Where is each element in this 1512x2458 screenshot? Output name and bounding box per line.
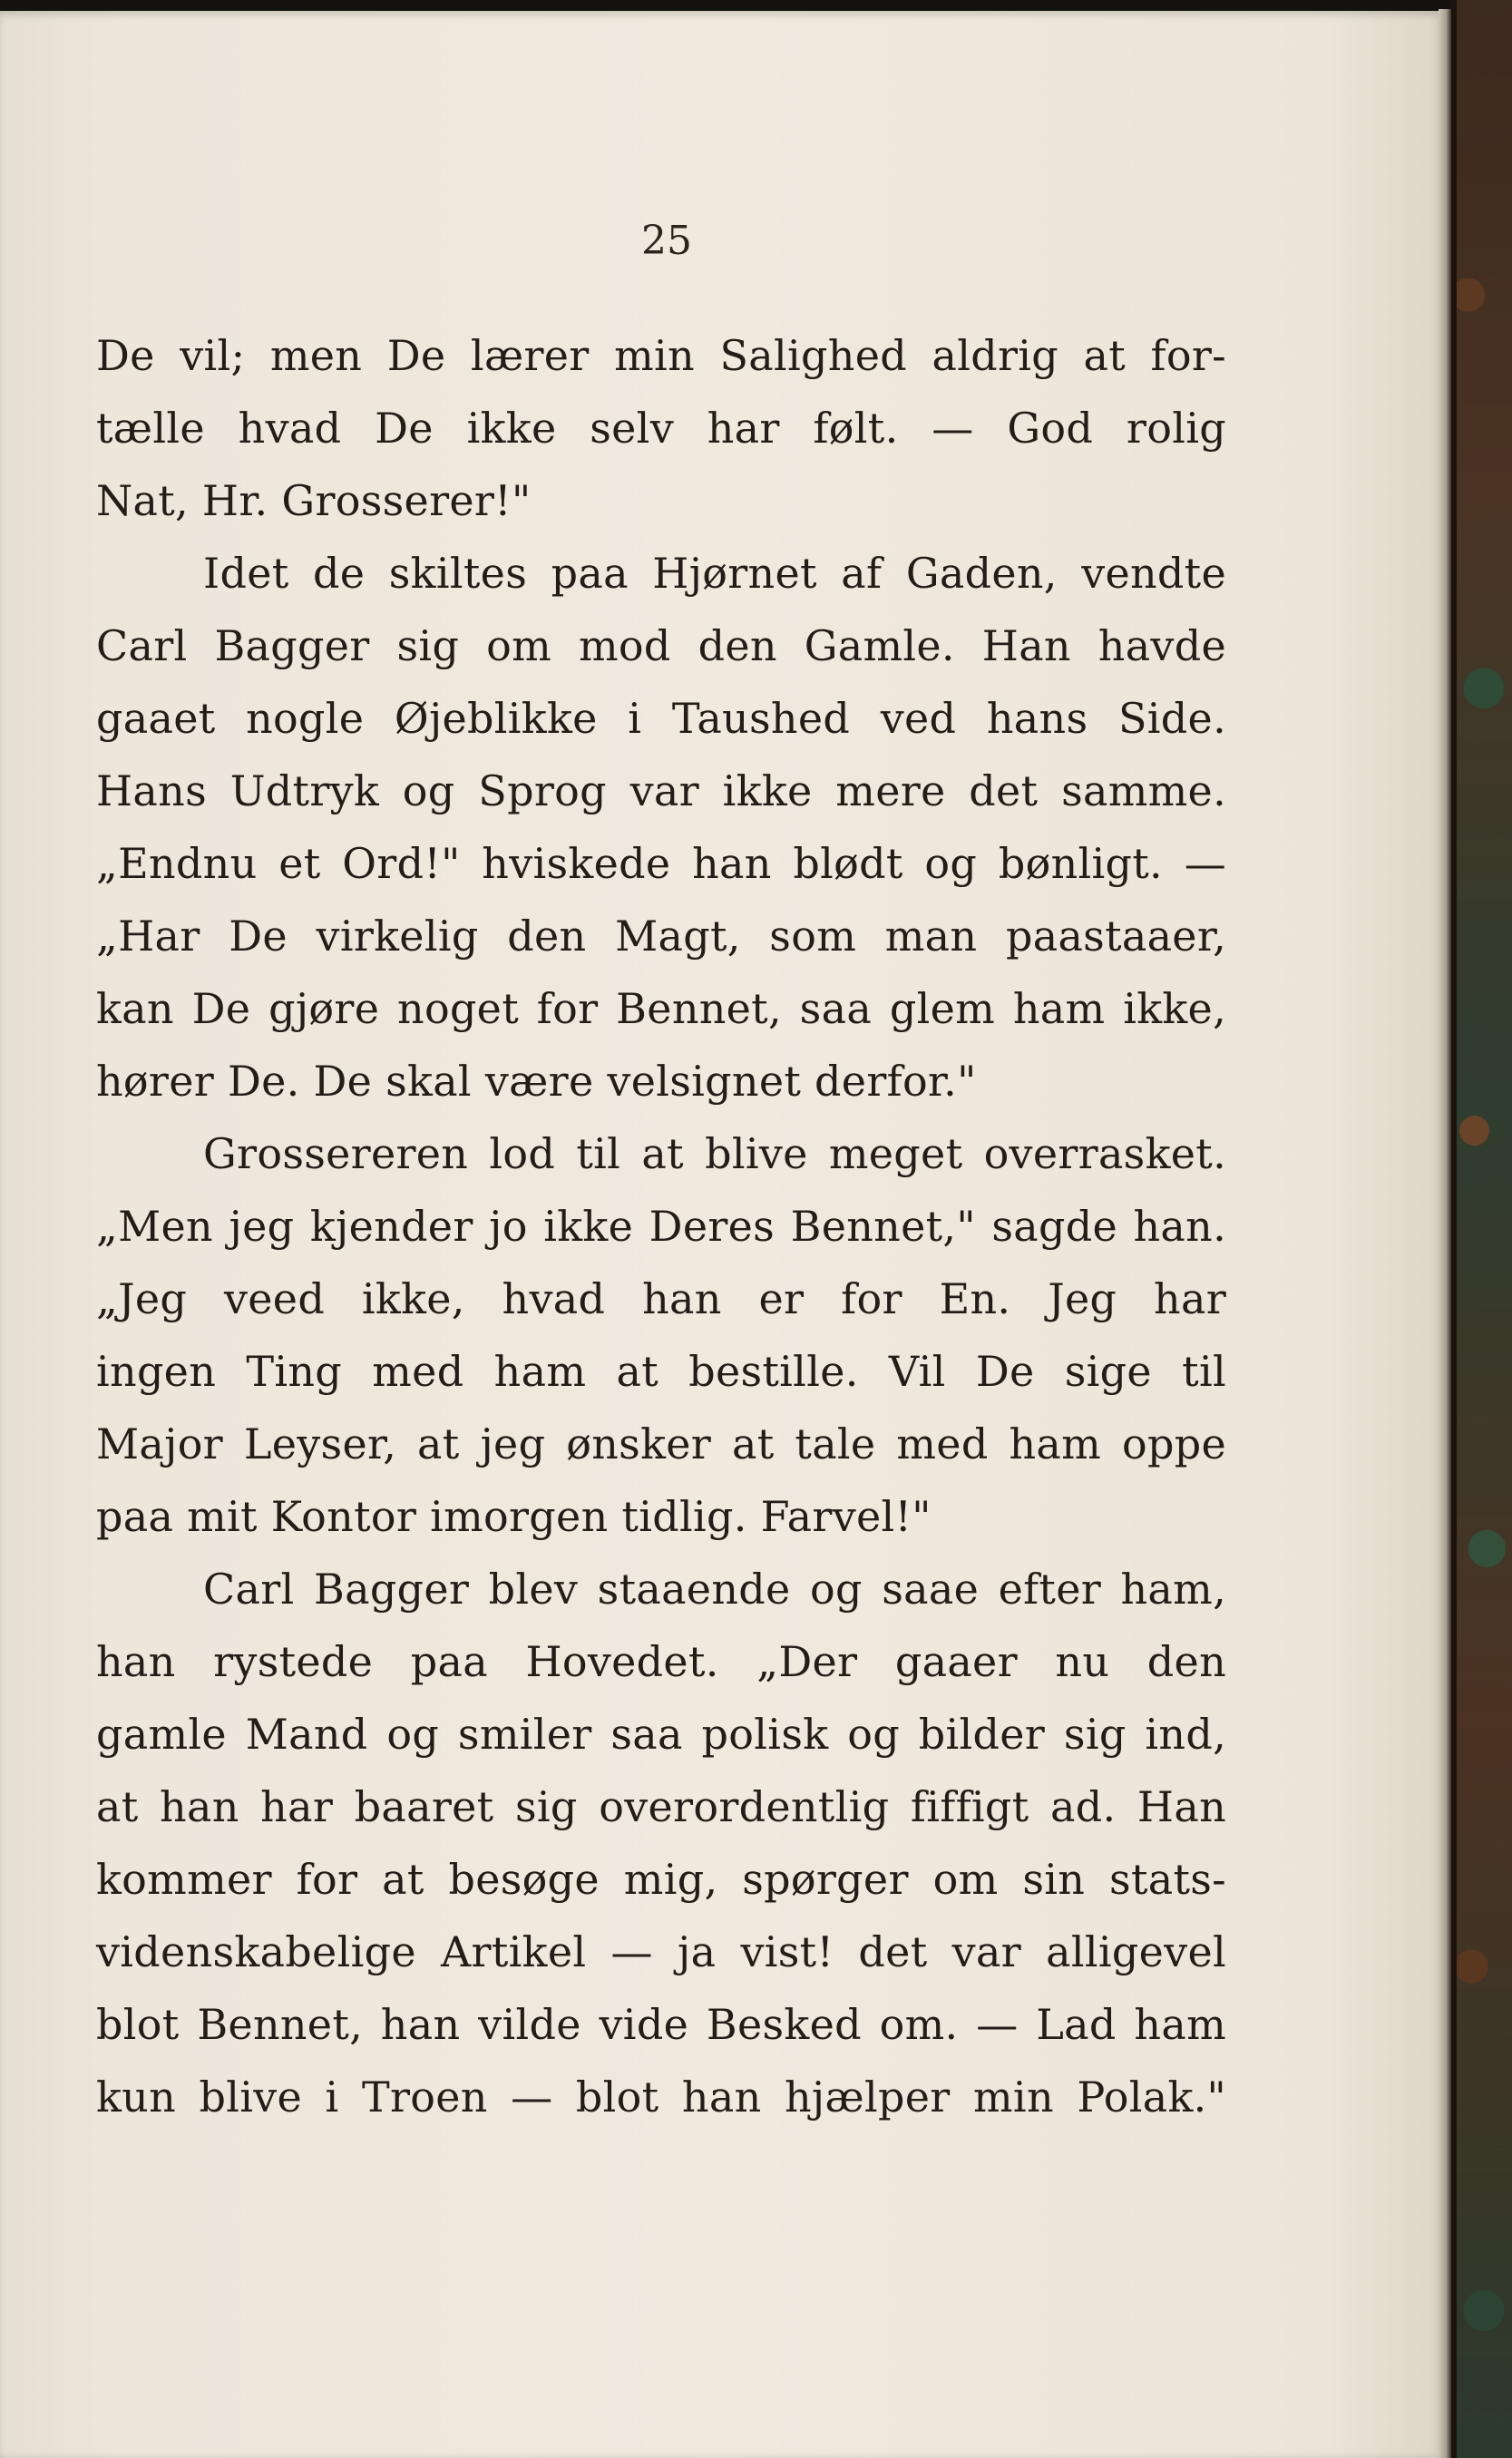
text-line: Carl Bagger sig om mod den Gamle. Han havde <box>96 621 1226 670</box>
text-line: ingen Ting med ham at bestille. Vil De sige til <box>96 1347 1226 1396</box>
text-line: Nat, Hr. Grosserer!" <box>96 476 532 525</box>
text-line: at han har baaret sig overordentlig fiffigt ad. Han <box>96 1782 1226 1831</box>
text-line: Carl Bagger blev staaende og saae efter ham, <box>203 1565 1226 1614</box>
text-line: kan De gjøre noget for Bennet, saa glem ham ikke, <box>96 984 1226 1033</box>
text-line: hører De. De skal være velsignet derfor." <box>96 1057 977 1106</box>
text-line: Hans Udtryk og Sprog var ikke mere det samme. <box>96 766 1226 815</box>
text-line: De vil; men De lærer min Salighed aldrig at for- <box>96 331 1226 380</box>
page-edge-shadow <box>1439 9 1451 2458</box>
text-line: blot Bennet, han vilde vide Besked om. — Lad ham <box>96 2000 1226 2049</box>
text-line: „Men jeg kjender jo ikke Deres Bennet," sagde han. <box>96 1202 1226 1251</box>
body-text <box>96 319 1226 2133</box>
text-line: kun blive i Troen — blot han hjælper min Polak." <box>96 2073 1226 2121</box>
text-line: „Har De virkelig den Magt, som man paastaaer, <box>96 912 1226 961</box>
page-number: 25 <box>641 218 692 264</box>
text-line: han rystede paa Hovedet. „Der gaaer nu den <box>96 1637 1226 1686</box>
text-line: „Jeg veed ikke, hvad han er for En. Jeg har <box>96 1274 1226 1323</box>
book-cover-edge <box>1449 0 1512 2458</box>
text-line: gamle Mand og smiler saa polisk og bilder sig ind, <box>96 1710 1226 1759</box>
text-line: kommer for at besøge mig, spørger om sin stats- <box>96 1855 1226 1904</box>
text-line: Idet de skiltes paa Hjørnet af Gaden, vendte <box>203 549 1226 598</box>
text-line: „Endnu et Ord!" hviskede han blødt og bønligt. — <box>96 839 1226 888</box>
text-line: tælle hvad De ikke selv har følt. — God rolig <box>96 404 1226 453</box>
text-line: videnskabelige Artikel — ja vist! det var alligevel <box>96 1927 1226 1976</box>
text-line: paa mit Kontor imorgen tidlig. Farvel!" <box>96 1492 932 1541</box>
text-line: gaaet nogle Øjeblikke i Taushed ved hans Side. <box>96 694 1226 743</box>
text-line: Major Leyser, at jeg ønsker at tale med ham oppe <box>96 1419 1226 1468</box>
text-line: Grossereren lod til at blive meget overrasket. <box>203 1129 1226 1178</box>
